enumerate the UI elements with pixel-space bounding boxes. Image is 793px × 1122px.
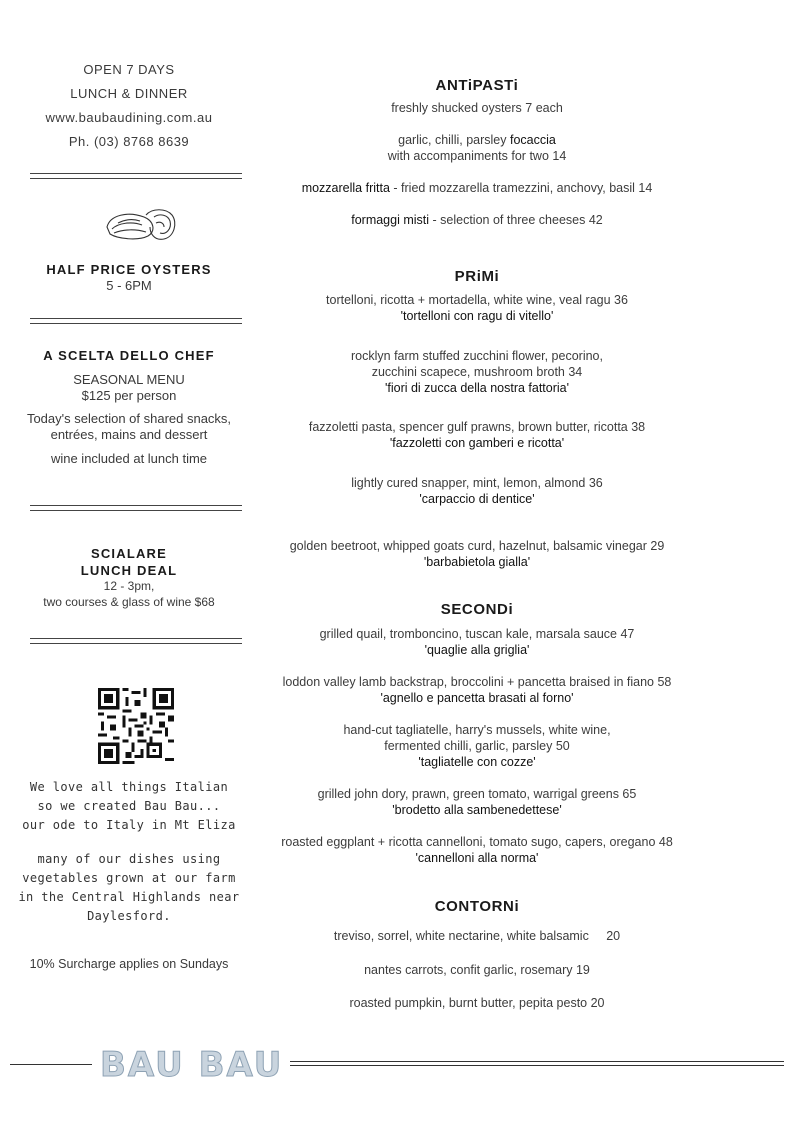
chef-wine: wine included at lunch time <box>50 451 208 466</box>
chef-menu-block <box>0 372 258 404</box>
menu-item: freshly shucked oysters 7 each <box>391 101 563 115</box>
lunch-title <box>0 545 258 579</box>
item-italian-name: 'fazzoletti con gamberi e ricotta' <box>389 436 565 450</box>
menu-item <box>262 475 692 507</box>
lunch-time: 12 - 3pm, <box>103 579 155 593</box>
divider <box>30 173 242 179</box>
divider <box>30 318 242 324</box>
item-desc: tortelloni, ricotta + mortadella, white wine, veal ragu 36 <box>326 293 628 307</box>
lunch-title-line: LUNCH DEAL <box>80 563 178 578</box>
hours: LUNCH & DINNER <box>70 86 188 101</box>
item-desc: - selection of three cheeses 42 <box>429 213 603 227</box>
menu-item <box>262 348 692 396</box>
item-italian-name: 'brodetto alla sambenedettese' <box>392 803 562 817</box>
about-line: in the Central Highlands near <box>18 890 240 904</box>
oysters-time: 5 - 6PM <box>106 278 152 293</box>
item-name: formaggi misti <box>351 213 430 227</box>
brand-logo: BAU BAU <box>100 1045 284 1085</box>
contorni-heading: CONTORNi <box>434 898 520 915</box>
chef-desc-line: entrées, mains and dessert <box>50 427 208 442</box>
lunch-detail <box>0 578 258 610</box>
item-desc: with accompaniments for two 14 <box>387 149 567 163</box>
chef-menu: SEASONAL MENU <box>73 372 185 387</box>
item-desc: loddon valley lamb backstrap, broccolini + pancetta braised in fiano 58 <box>282 675 672 689</box>
menu-item <box>262 180 692 196</box>
chef-desc <box>0 411 258 443</box>
item-italian-name: 'agnello e pancetta brasati al forno' <box>380 691 574 705</box>
about-line: many of our dishes using <box>37 852 221 866</box>
item-italian-name: 'barbabietola gialla' <box>423 555 531 569</box>
chef-price: $125 per person <box>81 388 177 403</box>
item-desc: zucchini scapece, mushroom broth 34 <box>371 365 583 379</box>
item-name: focaccia <box>509 133 556 147</box>
about-line: vegetables grown at our farm <box>22 871 236 885</box>
menu-item <box>262 626 692 658</box>
footer-rule-right <box>290 1061 784 1066</box>
phone[interactable]: Ph. (03) 8768 8639 <box>68 134 190 149</box>
menu-item <box>262 132 692 164</box>
item-desc: fazzoletti pasta, spencer gulf prawns, brown butter, ricotta 38 <box>308 420 646 434</box>
farm-block <box>0 850 258 926</box>
item-desc: - fried mozzarella tramezzini, anchovy, basil 14 <box>389 181 653 195</box>
surcharge-note: 10% Surcharge applies on Sundays <box>29 957 229 971</box>
item-desc: grilled john dory, prawn, green tomato, warrigal greens 65 <box>317 787 637 801</box>
item-desc: lightly cured snapper, mint, lemon, almond 36 <box>351 476 603 490</box>
chef-title: A SCELTA DELLO CHEF <box>43 348 215 363</box>
item-italian-name: 'quaglie alla griglia' <box>424 643 530 657</box>
about-line: We love all things Italian <box>29 780 229 794</box>
menu-item: treviso, sorrel, white nectarine, white balsamic 20 <box>333 929 621 943</box>
footer-rule-left <box>10 1064 92 1065</box>
menu-item <box>262 538 692 570</box>
item-italian-name: 'cannelloni alla norma' <box>415 851 539 865</box>
about-line: so we created Bau Bau... <box>37 799 221 813</box>
item-desc: rocklyn farm stuffed zucchini flower, pecorino, <box>351 349 603 363</box>
antipasti-heading: ANTiPASTi <box>435 77 519 94</box>
menu-item <box>262 419 692 451</box>
item-desc: hand-cut tagliatelle, harry's mussels, white wine, <box>343 723 611 737</box>
website-link[interactable]: www.baubaudining.com.au <box>45 110 213 125</box>
menu-item <box>262 834 692 866</box>
divider <box>30 505 242 511</box>
menu-item <box>262 292 692 324</box>
lunch-title-line: SCIALARE <box>90 546 168 561</box>
item-desc: roasted eggplant + ricotta cannelloni, tomato sugo, capers, oregano 48 <box>281 835 673 849</box>
item-name: mozzarella fritta <box>301 181 390 195</box>
menu-item <box>262 722 692 770</box>
about-line: our ode to Italy in Mt Eliza <box>22 818 236 832</box>
item-italian-name: 'tortelloni con ragu di vitello' <box>400 309 554 323</box>
chef-desc-line: Today's selection of shared snacks, <box>26 411 232 426</box>
item-desc: garlic, chilli, parsley <box>398 133 510 147</box>
qr-code-icon[interactable] <box>98 688 174 764</box>
item-italian-name: 'fiori di zucca della nostra fattoria' <box>384 381 570 395</box>
divider <box>30 638 242 644</box>
oysters-title: HALF PRICE OYSTERS <box>46 262 212 277</box>
primi-heading: PRiMi <box>454 268 500 285</box>
menu-item <box>262 786 692 818</box>
menu-item: nantes carrots, confit garlic, rosemary 19 <box>364 963 590 977</box>
item-italian-name: 'tagliatelle con cozze' <box>418 755 536 769</box>
item-desc: grilled quail, tromboncino, tuscan kale, marsala sauce 47 <box>319 627 635 641</box>
open-days: OPEN 7 DAYS <box>83 62 175 77</box>
secondi-heading: SECONDi <box>440 601 514 618</box>
menu-item: roasted pumpkin, burnt butter, pepita pesto 20 <box>349 996 605 1010</box>
item-desc: golden beetroot, whipped goats curd, hazelnut, balsamic vinegar 29 <box>289 539 665 553</box>
oyster-icon <box>104 205 178 243</box>
item-italian-name: 'carpaccio di dentice' <box>419 492 535 506</box>
about-line: Daylesford. <box>87 909 171 923</box>
menu-item <box>262 674 692 706</box>
lunch-offer: two courses & glass of wine $68 <box>43 595 215 609</box>
info-block <box>0 58 258 154</box>
menu-item <box>262 212 692 228</box>
about-block <box>0 778 258 835</box>
item-desc: fermented chilli, garlic, parsley 50 <box>384 739 570 753</box>
